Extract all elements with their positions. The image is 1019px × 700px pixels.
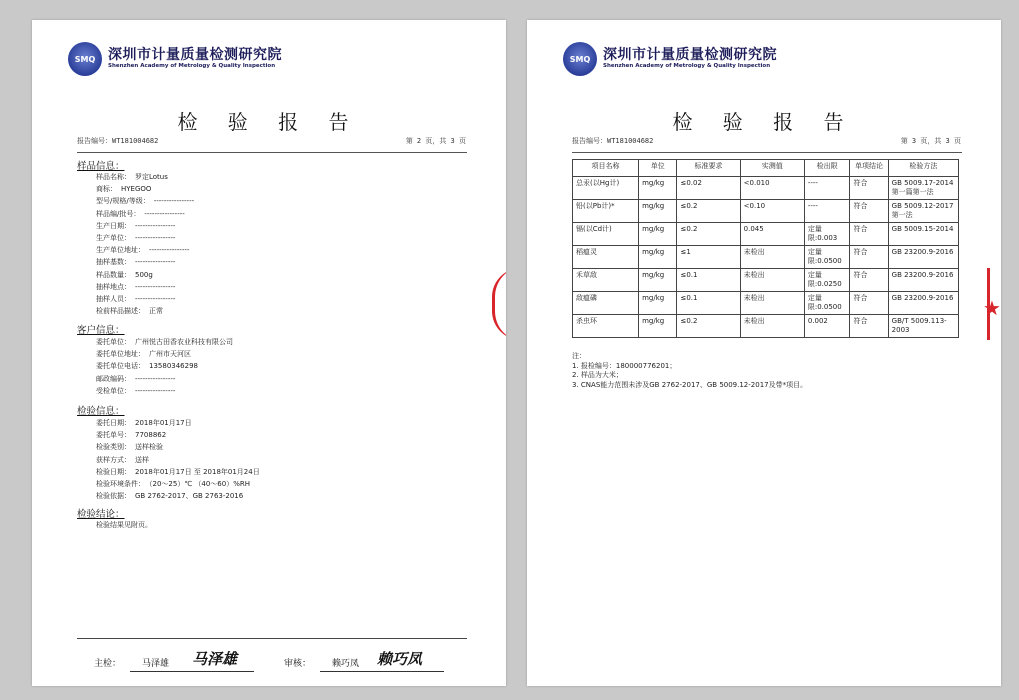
info-value: ---------------- <box>144 209 185 218</box>
info-row <box>96 282 175 292</box>
note-line: 注： <box>572 352 586 360</box>
page-indicator: 第 2 页，共 3 页 <box>405 137 466 145</box>
info-label: 检前样品描述： <box>96 307 145 316</box>
info-row <box>96 374 175 384</box>
info-value: ---------------- <box>135 234 176 242</box>
info-value: ---------------- <box>135 386 176 395</box>
info-value: 2018年01月17日 <box>135 419 192 427</box>
section-inspection-info: 检验信息： <box>77 406 125 417</box>
org-name-cn: 深圳市计量质量检测研究院 <box>603 47 777 63</box>
table-cell: ---- <box>804 200 850 223</box>
table-cell: ≤0.02 <box>677 177 740 200</box>
smq-logo-icon: SMQ <box>68 42 102 76</box>
header-divider <box>572 152 962 153</box>
report-number: 报告编号：WT181004682 <box>572 137 654 145</box>
table-row <box>573 246 959 269</box>
info-row <box>96 270 153 280</box>
table-cell: ≤0.1 <box>677 269 740 292</box>
table-cell: mg/kg <box>639 246 677 269</box>
info-value: 广州悦古田香农业科技有限公司 <box>135 338 233 346</box>
table-cell: 符合 <box>850 246 888 269</box>
signature-divider <box>77 638 467 639</box>
table-cell: 敌瘟磷 <box>573 292 639 315</box>
table-cell: 禾草敌 <box>573 269 639 292</box>
info-value: 7708862 <box>135 431 167 440</box>
info-label: 商标： <box>96 185 117 194</box>
note-line: 1. 报检编号：180000776201； <box>572 361 677 370</box>
info-label: 委托单位： <box>96 338 131 346</box>
report-page-3 <box>527 20 1001 686</box>
info-row <box>96 209 185 219</box>
table-cell: 总汞(以Hg计) <box>573 177 639 200</box>
report-title: 检 验 报 告 <box>672 110 856 134</box>
table-cell: 符合 <box>850 200 888 223</box>
table-cell: mg/kg <box>639 200 677 223</box>
table-cell: <0.10 <box>740 200 804 223</box>
org-name-en: Shenzhen Academy of Metrology & Quality Inspection <box>108 63 276 69</box>
info-value: ---------------- <box>135 295 176 303</box>
table-cell: 未检出 <box>740 315 804 338</box>
info-label: 获样方式： <box>96 455 131 464</box>
info-value: 正常 <box>149 307 163 316</box>
section-sample-info: 样品信息： <box>77 161 125 172</box>
info-row <box>96 430 166 440</box>
table-cell: GB 5009.17-2014 第一篇第一法 <box>888 177 958 200</box>
table-cell: ≤0.1 <box>677 292 740 315</box>
table-cell: ≤0.2 <box>677 200 740 223</box>
red-seal-stamp <box>492 268 506 340</box>
info-row <box>96 361 198 371</box>
info-label: 样品编/批号： <box>96 209 141 218</box>
info-value: ---------------- <box>135 258 176 267</box>
inspector-signature: 马泽雄 <box>192 650 238 668</box>
info-label: 生产单位： <box>96 234 131 242</box>
info-label: 邮政编码： <box>96 374 131 383</box>
info-value: ---------------- <box>153 197 195 206</box>
table-cell: mg/kg <box>639 269 677 292</box>
info-row <box>96 184 151 194</box>
org-name-en: Shenzhen Academy of Metrology & Quality Inspection <box>603 63 771 69</box>
table-cell: 0.045 <box>740 223 804 246</box>
results-table <box>572 159 959 338</box>
info-value: 2018年01月17日 至 2018年01月24日 <box>135 467 260 476</box>
info-row <box>96 306 163 316</box>
info-value: 500g <box>135 270 153 279</box>
info-value: 送样检验 <box>135 443 163 452</box>
table-header-cell: 单位 <box>639 160 677 177</box>
info-label: 受检单位： <box>96 386 131 395</box>
inspector-label: 主检： <box>94 659 122 669</box>
table-cell: 符合 <box>850 223 888 246</box>
info-label: 抽样地点： <box>96 282 131 291</box>
info-value: GB 2762-2017、GB 2763-2016 <box>135 492 244 501</box>
table-header-row <box>573 160 959 177</box>
info-row <box>96 196 194 206</box>
table-cell: 杀虫环 <box>573 315 639 338</box>
table-cell: mg/kg <box>639 223 677 246</box>
info-row <box>96 349 191 359</box>
info-value: ---------------- <box>135 374 176 383</box>
conclusion-text: 检验结果见附页。 <box>96 521 152 529</box>
table-row <box>573 315 959 338</box>
table-header-cell: 检验方法 <box>888 160 958 177</box>
reviewer-label: 审核： <box>284 659 312 669</box>
info-row <box>96 467 260 477</box>
info-value: HYEGOO <box>121 185 152 194</box>
table-cell: 定量限:0.003 <box>804 223 850 246</box>
info-label: 委托日期： <box>96 419 131 427</box>
info-row <box>96 455 149 465</box>
info-row <box>96 337 233 347</box>
table-header-cell: 标准要求 <box>677 160 740 177</box>
table-cell: 未检出 <box>740 269 804 292</box>
info-label: 检验环境条件： <box>96 480 145 488</box>
page-indicator: 第 3 页，共 3 页 <box>900 137 961 145</box>
table-cell: ---- <box>804 177 850 200</box>
info-label: 生产日期： <box>96 221 131 230</box>
table-cell: GB 23200.9-2016 <box>888 292 958 315</box>
info-value: ---------------- <box>149 246 190 255</box>
table-cell: mg/kg <box>639 315 677 338</box>
info-row <box>96 479 250 489</box>
info-label: 样品数量： <box>96 270 131 279</box>
info-row <box>96 418 192 428</box>
table-cell: mg/kg <box>639 292 677 315</box>
info-row <box>96 233 175 243</box>
info-value: ---------------- <box>135 221 176 230</box>
inspector-name: 马泽雄 <box>142 659 170 669</box>
table-cell: 定量限:0.0500 <box>804 292 850 315</box>
header-divider <box>77 152 467 153</box>
info-value: ---------------- <box>135 282 176 291</box>
reviewer-name: 赖巧凤 <box>332 659 360 669</box>
info-label: 抽样基数： <box>96 258 131 267</box>
table-cell: 定量限:0.0500 <box>804 246 850 269</box>
info-label: 委托单号： <box>96 431 131 440</box>
table-header-cell: 单项结论 <box>850 160 888 177</box>
info-label: 抽样人员： <box>96 295 131 303</box>
report-page-2 <box>32 20 506 686</box>
table-cell: 符合 <box>850 315 888 338</box>
star-icon: ★ <box>983 296 1001 320</box>
table-cell: 符合 <box>850 292 888 315</box>
table-cell: GB 5009.15-2014 <box>888 223 958 246</box>
info-label: 检验类别： <box>96 443 131 452</box>
table-cell: 稻瘟灵 <box>573 246 639 269</box>
report-title: 检 验 报 告 <box>177 110 361 134</box>
info-row <box>96 172 168 182</box>
report-number: 报告编号：WT181004682 <box>77 137 159 145</box>
info-row <box>96 491 243 501</box>
section-conclusion: 检验结论： <box>77 509 125 520</box>
reviewer-signature: 赖巧凤 <box>377 650 423 668</box>
table-row <box>573 292 959 315</box>
info-label: 检验日期： <box>96 467 131 476</box>
table-row <box>573 200 959 223</box>
table-cell: 镉(以Cd计) <box>573 223 639 246</box>
info-row <box>96 442 163 452</box>
info-row <box>96 294 175 304</box>
table-cell: 铅(以Pb计)* <box>573 200 639 223</box>
inspector-sign-line <box>130 671 254 672</box>
info-label: 型号/规格/等级： <box>96 197 150 206</box>
note-line: 3. CNAS能力范围未涉及GB 2762-2017、GB 5009.12-2017及带*项目。 <box>572 380 808 389</box>
table-cell: 未检出 <box>740 292 804 315</box>
table-cell: 符合 <box>850 177 888 200</box>
info-value: （20～25）℃ （40～60）%RH <box>149 480 250 488</box>
note-line: 2. 样品为大米； <box>572 371 623 379</box>
table-cell: GB/T 5009.113-2003 <box>888 315 958 338</box>
info-row <box>96 386 175 396</box>
table-header-cell: 检出限 <box>804 160 850 177</box>
info-label: 委托单位电话： <box>96 362 145 371</box>
table-cell: GB 5009.12-2017第一法 <box>888 200 958 223</box>
table-row <box>573 177 959 200</box>
table-cell: <0.010 <box>740 177 804 200</box>
info-row <box>96 257 175 267</box>
section-client-info: 客户信息： <box>77 325 125 336</box>
table-cell: 0.002 <box>804 315 850 338</box>
reviewer-sign-line <box>320 671 444 672</box>
table-cell: GB 23200.9-2016 <box>888 269 958 292</box>
table-row <box>573 223 959 246</box>
notes-block <box>572 352 807 390</box>
table-cell: ≤1 <box>677 246 740 269</box>
info-label: 检验依据： <box>96 492 131 501</box>
org-name-cn: 深圳市计量质量检测研究院 <box>108 47 282 63</box>
table-cell: mg/kg <box>639 177 677 200</box>
table-row <box>573 269 959 292</box>
table-header-cell: 项目名称 <box>573 160 639 177</box>
info-row <box>96 221 175 231</box>
info-value: 13580346298 <box>149 362 198 371</box>
table-cell: GB 23200.9-2016 <box>888 246 958 269</box>
table-cell: 符合 <box>850 269 888 292</box>
table-cell: 定量限:0.0250 <box>804 269 850 292</box>
info-label: 生产单位地址： <box>96 246 145 255</box>
info-value: 广州市天河区 <box>149 350 191 359</box>
table-cell: ≤0.2 <box>677 223 740 246</box>
info-value: 罗定Lotus <box>135 173 168 181</box>
table-cell: ≤0.2 <box>677 315 740 338</box>
info-row <box>96 245 189 255</box>
info-label: 样品名称： <box>96 173 131 181</box>
table-cell: 未检出 <box>740 246 804 269</box>
table-header-cell: 实测值 <box>740 160 804 177</box>
info-value: 送样 <box>135 455 149 464</box>
smq-logo-icon: SMQ <box>563 42 597 76</box>
info-label: 委托单位地址： <box>96 350 145 359</box>
